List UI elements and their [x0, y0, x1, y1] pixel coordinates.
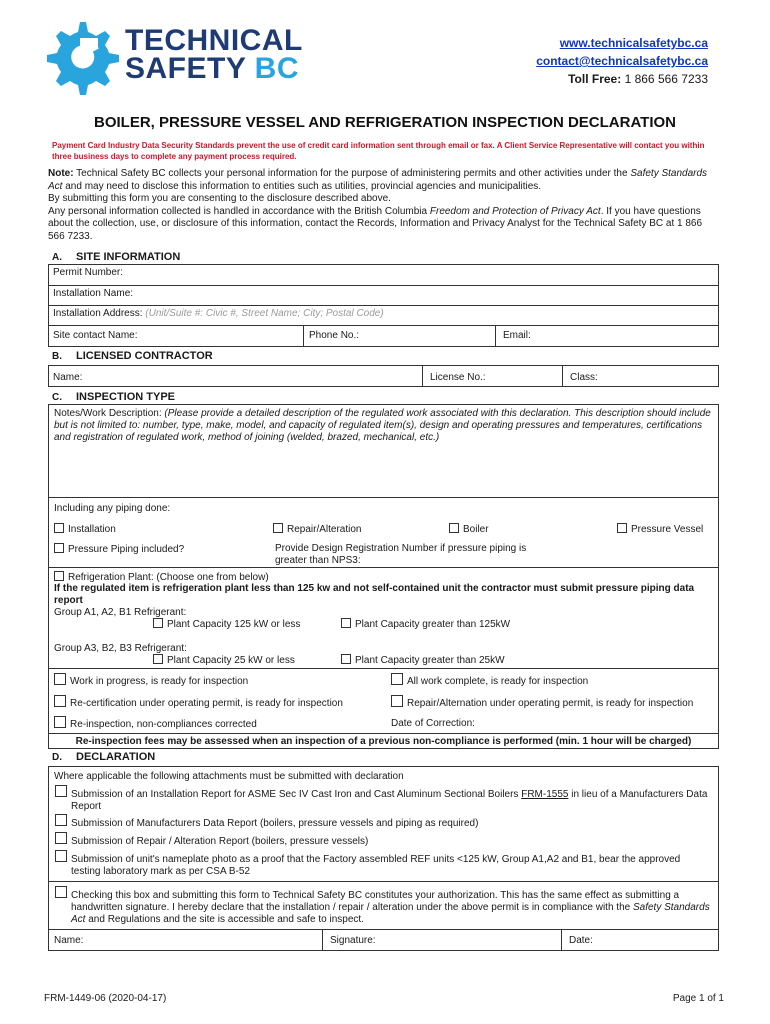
technical-safety-bc-logo [40, 18, 303, 96]
page-number: Page 1 of 1 [672, 993, 724, 1004]
form-id: FRM-1449-06 (2020-04-17) [44, 993, 167, 1004]
field-label: Installation Address: [53, 308, 143, 319]
logo-line-technical: TECHNICAL [125, 24, 303, 57]
work-in-progress-option[interactable] [54, 673, 248, 688]
authorization-statement [71, 890, 711, 926]
option-label: Boiler [463, 524, 489, 535]
option-label: Pressure Vessel [631, 524, 704, 535]
g2-capacity-greater-option[interactable] [341, 654, 505, 667]
checkbox[interactable] [341, 618, 351, 628]
contact-info [536, 34, 708, 88]
toll-free [536, 70, 708, 88]
reinspection-option[interactable] [54, 716, 257, 731]
declaration-box [48, 766, 719, 951]
form-title: BOILER, PRESSURE VESSEL AND REFRIGERATION INSPECTION DECLARATION [94, 114, 676, 131]
toll-free-number: 1 866 566 7233 [624, 72, 708, 86]
license-number-field[interactable]: License No.: [430, 372, 486, 383]
checkbox[interactable] [54, 571, 64, 581]
email-field[interactable]: Email: [503, 330, 531, 341]
reinspection-fee-notice: Re-inspection fees may be assessed when an inspection of a previous non-compliance is performed (min. 1 hour will be charged) [75, 736, 692, 747]
option-label: Submission of an Installation Report for ASME Sec IV Cast Iron and Cast Aluminum Sectional Boilers [71, 789, 522, 800]
class-field[interactable]: Class: [570, 372, 598, 383]
authorization-checkbox[interactable] [55, 886, 67, 898]
checkbox[interactable] [55, 814, 67, 826]
option-label: Plant Capacity greater than 25kW [355, 655, 505, 666]
declaration-intro: Where applicable the following attachments must be submitted with declaration [54, 771, 404, 782]
group-a1-label: Group A1, A2, B1 Refrigerant: [54, 607, 187, 618]
option-label: Refrigeration Plant: (Choose one from below) [68, 572, 269, 583]
section-b-heading [52, 350, 213, 362]
checkbox[interactable] [153, 654, 163, 664]
option-label: Plant Capacity greater than 125kW [355, 619, 511, 630]
checkbox[interactable] [273, 523, 283, 533]
checkbox[interactable] [54, 673, 66, 685]
note-text: Technical Safety BC collects your personal information for the purpose of administering permits and other activities under the [73, 168, 631, 179]
note-consent: By submitting this form you are consenting to the disclosure described above. [48, 193, 391, 204]
refrigeration-requirement: If the regulated item is refrigeration plant less than 125 kw and not self-contained unit the contractor must submit pressure piping data report [54, 583, 695, 606]
checkbox[interactable] [391, 695, 403, 707]
frm-1555-link[interactable]: FRM-1555 [521, 789, 569, 800]
checkbox[interactable] [617, 523, 627, 533]
website-link[interactable]: www.technicalsafetybc.ca [559, 36, 708, 50]
checkbox[interactable] [341, 654, 351, 664]
email-link[interactable]: contact@technicalsafetybc.ca [536, 54, 708, 68]
field-label: Permit Number: [53, 267, 124, 278]
checkbox[interactable] [449, 523, 459, 533]
option-label: Work in progress, is ready for inspection [70, 676, 249, 687]
section-c-heading [52, 391, 175, 403]
logo-line-bc: BC [254, 52, 299, 85]
site-contact-field[interactable]: Site contact Name: [53, 330, 138, 341]
field-hint: (Unit/Suite #: Civic #, Street Name; City; Postal Code) [145, 308, 384, 319]
site-contact-row [49, 326, 718, 347]
option-label: Installation [68, 524, 116, 535]
logo-line-safety: SAFETY [125, 52, 246, 85]
signature-field[interactable]: Signature: [330, 935, 376, 946]
pressure-vessel-option[interactable] [617, 523, 703, 536]
piping-label: Including any piping done: [54, 503, 171, 514]
option-label: All work complete, is ready for inspection [407, 676, 589, 687]
pci-notice: Payment Card Industry Data Security Standards prevent the use of credit card information sent through email or fax. A Client Service Representative will contact you within three business days to complete any payment process required. [52, 141, 705, 161]
note-text: . If you have questions about the collection, use, or disclosure of this information, contact the Records, Information and Privacy Analyst for the Technical Safety BC at 1 866 566 7233. [48, 205, 703, 242]
field-hint: (Please provide a detailed description of the regulated work associated with this declaration. This description should include but is not limited to: number, type, make, model, and capacity of regulated item(s), design and operating pressures and temperatures, certifications and registration of regulated work, method of joining (welded, brazed, mechanical, etc.) [54, 408, 711, 443]
group-a3-label: Group A3, B2, B3 Refrigerant: [54, 643, 187, 654]
all-work-complete-option[interactable] [391, 673, 588, 688]
recertification-option[interactable] [54, 695, 343, 710]
note-act: Safety Standards Act [48, 168, 708, 192]
option-label: Repair/Alteration [287, 524, 362, 535]
field-label: Installation Name: [53, 288, 134, 299]
section-title: LICENSED CONTRACTOR [76, 350, 213, 362]
inspection-type-box [48, 404, 719, 749]
note-text: and may need to disclose this information to entities such as utilities, provincial agencies and municipalities. [62, 180, 542, 192]
field-label: Notes/Work Description: [54, 408, 162, 419]
repair-report-option: Submission of Repair / Alteration Report (boilers, pressure vessels) [71, 836, 369, 847]
notes-work-description[interactable] [54, 408, 714, 444]
section-letter: C. [52, 392, 62, 403]
g2-capacity-less-option[interactable] [153, 654, 295, 667]
g1-capacity-greater-option[interactable] [341, 618, 510, 631]
option-label: Plant Capacity 125 kW or less [167, 619, 301, 630]
statement-text: and Regulations and the site is accessible and safe to inspect. [85, 914, 364, 925]
checkbox[interactable] [391, 673, 403, 685]
section-letter: A. [52, 252, 62, 263]
note-label: Note: [48, 168, 74, 179]
pressure-piping-option[interactable] [54, 543, 184, 556]
checkbox[interactable] [153, 618, 163, 628]
g1-capacity-less-option[interactable] [153, 618, 300, 631]
permit-number-field[interactable] [49, 265, 718, 286]
checkbox[interactable] [54, 543, 64, 553]
boiler-option[interactable] [449, 523, 489, 536]
phone-field[interactable]: Phone No.: [309, 330, 360, 341]
option-label: in lieu of a Manufacturers Data Report [71, 789, 708, 812]
option-label: Pressure Piping included? [68, 544, 185, 555]
checkbox[interactable] [54, 716, 66, 728]
option-label: Re-inspection, non-compliances corrected [70, 719, 257, 730]
section-title: SITE INFORMATION [76, 251, 181, 263]
note-text: Any personal information collected is handled in accordance with the British Columbia [48, 205, 430, 217]
checkbox[interactable] [54, 695, 66, 707]
statement-text: Checking this box and submitting this form to Technical Safety BC constitutes your authorization. This has the same effect as submitting a handwritten signature. I hereby declare that the installation / repair / alteration under the above permit is in compliance with the [71, 890, 680, 913]
checkbox[interactable] [55, 832, 67, 844]
repair-operating-permit-option[interactable] [391, 695, 693, 710]
manufacturers-data-report-option: Submission of Manufacturers Data Report (boilers, pressure vessels and piping as required) [71, 818, 479, 829]
option-label: Repair/Alternation under operating permit, is ready for inspection [407, 698, 694, 709]
note-act: Freedom and Protection of Privacy Act [429, 205, 601, 217]
checkbox[interactable] [55, 850, 67, 862]
gear-logo-icon [40, 18, 120, 96]
installation-option[interactable] [54, 523, 116, 536]
installation-name-field[interactable] [49, 286, 718, 306]
logo-wordmark [125, 24, 303, 85]
privacy-note [48, 168, 718, 243]
toll-free-label: Toll Free: [568, 72, 622, 86]
design-registration-field[interactable]: Provide Design Registration Number if pressure piping is greater than NPS3: [275, 543, 527, 566]
section-title: DECLARATION [76, 751, 156, 763]
licensed-contractor-box [48, 365, 719, 387]
section-letter: D. [52, 752, 62, 763]
installation-address-field[interactable] [49, 306, 718, 326]
contractor-name-field[interactable]: Name: [53, 372, 83, 383]
site-information-box [48, 264, 719, 347]
date-of-correction-field[interactable]: Date of Correction: [391, 718, 475, 729]
checkbox[interactable] [55, 785, 67, 797]
declarant-name-field[interactable]: Name: [54, 935, 84, 946]
installation-report-option [71, 789, 711, 813]
section-d-heading [52, 751, 155, 763]
section-title: INSPECTION TYPE [76, 391, 176, 403]
section-letter: B. [52, 351, 62, 362]
statement-act: Safety Standards Act [71, 902, 710, 925]
option-label: Re-certification under operating permit, is ready for inspection [70, 698, 343, 709]
option-label: Plant Capacity 25 kW or less [167, 655, 295, 666]
nameplate-photo-option: Submission of unit's nameplate photo as a proof that the Factory assembled REF units <125 kW, Group A1,A2 and B1, bear the approved testing laboratory mark as per CSA B-52 [71, 854, 681, 877]
section-a-heading [52, 251, 180, 263]
repair-alteration-option[interactable] [273, 523, 361, 536]
checkbox[interactable] [54, 523, 64, 533]
date-field[interactable]: Date: [569, 935, 593, 946]
